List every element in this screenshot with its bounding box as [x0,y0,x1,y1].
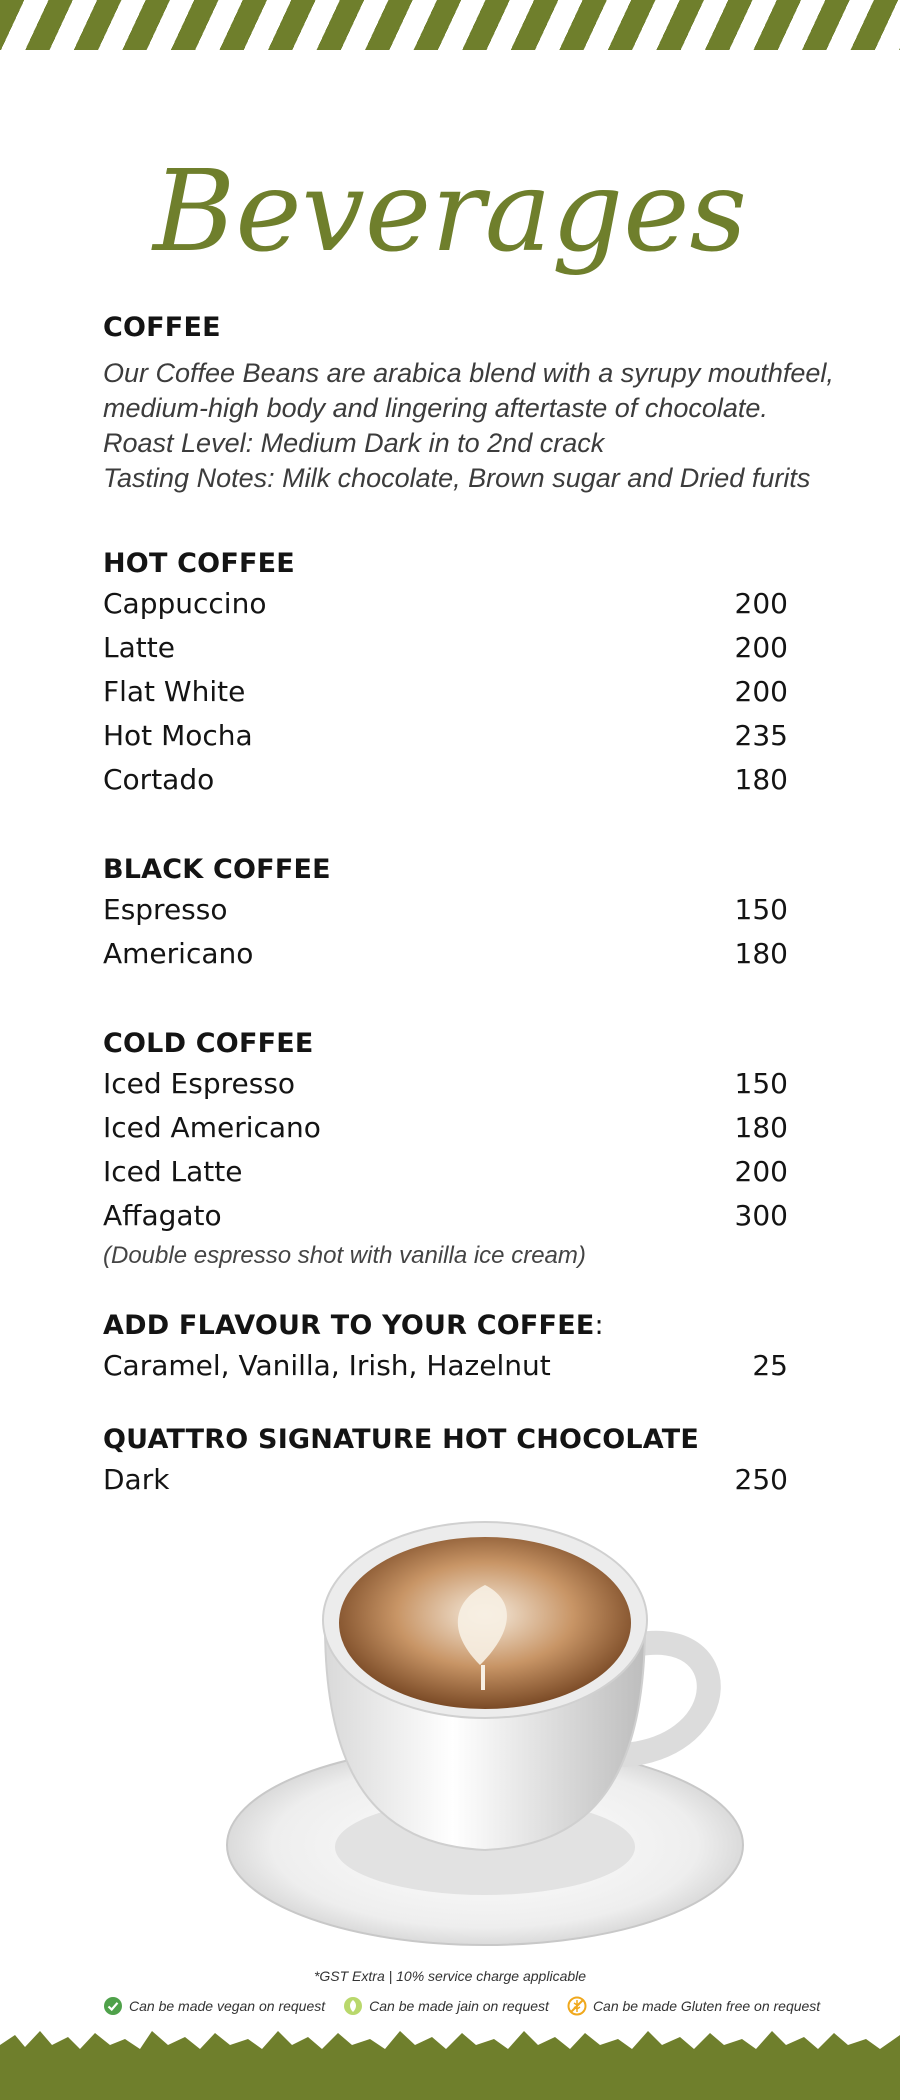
vegan-badge-label: Can be made vegan on request [129,1998,326,2014]
item-price: 200 [734,587,788,620]
add-flavour-heading-colon: : [594,1310,604,1341]
description-line: Our Coffee Beans are arabica blend with a syrupy mouthfeel, [103,358,834,388]
coffee-description [103,356,834,496]
item-name: Iced Americano [103,1111,321,1144]
item-name: Affagato [103,1199,222,1232]
description-line: medium-high body and lingering aftertaste of chocolate. [103,393,768,423]
menu-item [103,1458,788,1502]
item-name: Cortado [103,763,215,796]
charges-note: *GST Extra | 10% service charge applicable [313,1968,587,1984]
menu-item [103,670,788,714]
item-name: Cappuccino [103,587,267,620]
item-price: 180 [734,763,788,796]
gluten-free-badge [567,1996,820,2016]
add-flavour-heading-text: ADD FLAVOUR TO YOUR COFFEE [103,1310,595,1341]
item-name: Iced Latte [103,1155,243,1188]
hot-coffee-section [103,546,788,802]
item-name: Iced Espresso [103,1067,296,1100]
beverages-title-text: Beverages [153,147,747,277]
cold-coffee-section [103,1026,788,1274]
menu-item [103,888,788,932]
item-name: Latte [103,631,175,664]
vegan-check-icon [103,1996,123,2016]
hot-chocolate-section [103,1422,788,1502]
top-stripe-border [0,0,900,50]
jain-badge-label: Can be made jain on request [369,1998,549,2014]
item-price: 180 [734,1111,788,1144]
menu-item [103,1062,788,1106]
menu-content [103,310,834,1502]
add-flavour-section [103,1308,788,1388]
menu-item [103,1194,788,1238]
cappuccino-cup-image [215,1515,755,1955]
hot-coffee-heading: HOT COFFEE [103,548,295,579]
item-name: Caramel, Vanilla, Irish, Hazelnut [103,1349,551,1382]
item-price: 200 [734,631,788,664]
coffee-heading: COFFEE [103,312,221,343]
menu-item [103,582,788,626]
hot-chocolate-heading: QUATTRO SIGNATURE HOT CHOCOLATE [103,1424,700,1455]
item-price: 25 [752,1349,788,1382]
affagato-note: (Double espresso shot with vanilla ice cream) [103,1242,586,1269]
cold-coffee-heading: COLD COFFEE [103,1028,314,1059]
beverages-title [0,120,900,320]
menu-item [103,932,788,976]
item-price: 235 [734,719,788,752]
jain-badge [343,1996,549,2016]
item-name: Flat White [103,675,246,708]
jain-leaf-icon [343,1996,363,2016]
item-price: 180 [734,937,788,970]
vegan-badge [103,1996,325,2016]
menu-item [103,758,788,802]
black-coffee-heading: BLACK COFFEE [103,854,331,885]
gluten-free-badge-label: Can be made Gluten free on request [592,1998,821,2014]
menu-item [103,1344,788,1388]
item-name: Americano [103,937,254,970]
menu-item [103,626,788,670]
description-line: Roast Level: Medium Dark in to 2nd crack [103,428,605,458]
description-line: Tasting Notes: Milk chocolate, Brown sugar and Dried furits [103,463,811,493]
item-price: 250 [734,1463,788,1496]
dietary-badges [103,1996,820,2016]
item-name: Hot Mocha [103,719,253,752]
item-price: 200 [734,1155,788,1188]
gluten-free-icon [567,1996,587,2016]
grass-border [0,2025,900,2100]
item-price: 150 [734,1067,788,1100]
add-flavour-heading [103,1308,788,1344]
black-coffee-section [103,852,788,976]
item-price: 150 [734,893,788,926]
menu-item [103,714,788,758]
item-name: Dark [103,1463,170,1496]
menu-item [103,1106,788,1150]
item-name: Espresso [103,893,228,926]
item-price: 300 [734,1199,788,1232]
item-price: 200 [734,675,788,708]
menu-item [103,1150,788,1194]
